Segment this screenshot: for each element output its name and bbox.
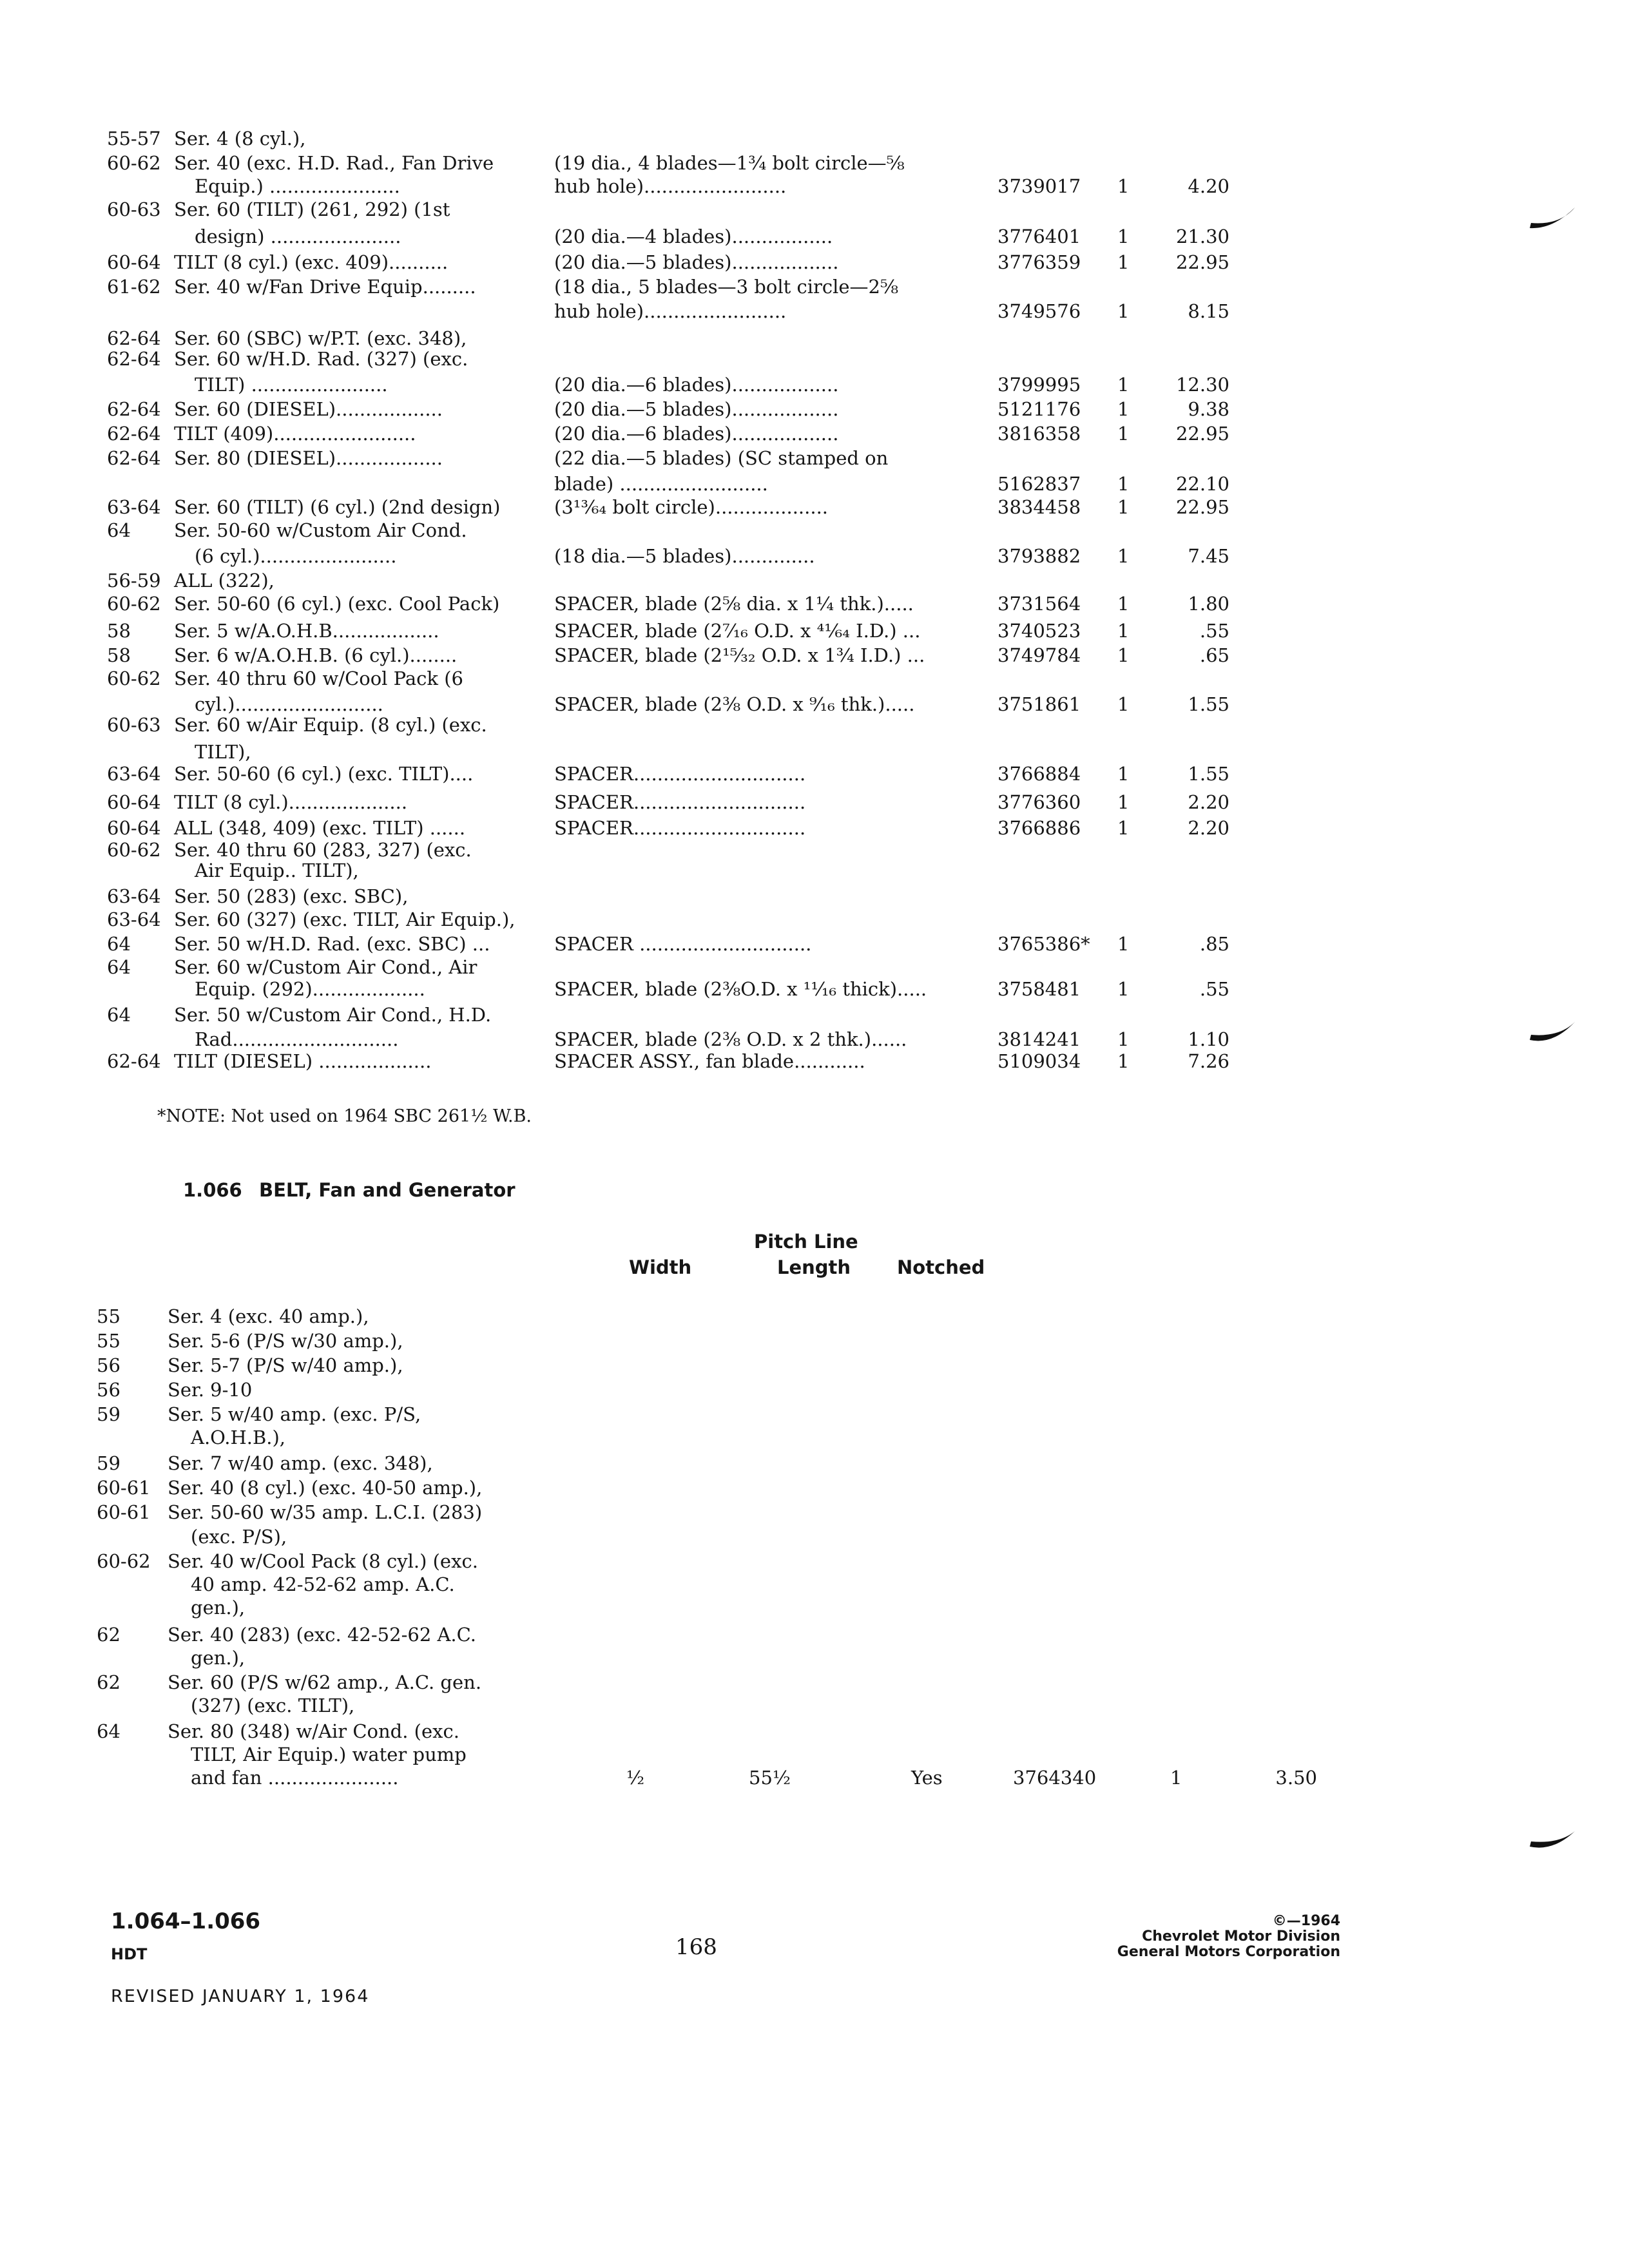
application: Ser. 60 (SBC) w/P.T. (exc. 348),	[174, 327, 467, 349]
application: cyl.).........................	[195, 693, 383, 715]
price: 8.15	[1188, 300, 1229, 322]
model-year: 56	[97, 1354, 120, 1376]
model-year: 64	[97, 1720, 120, 1742]
part-number: 3776359	[998, 251, 1081, 273]
model-year: 61-62	[107, 276, 161, 298]
price: 22.95	[1175, 251, 1229, 273]
footer-manual-code: HDT	[111, 1945, 148, 1963]
part-number: 3749576	[998, 300, 1081, 322]
model-year: 62-64	[107, 348, 161, 370]
application: Ser. 50-60 w/Custom Air Cond.	[174, 519, 467, 541]
model-year: 64	[107, 956, 131, 978]
section-title: BELT, Fan and Generator	[259, 1179, 516, 1201]
part-description: SPACER .............................	[554, 933, 812, 955]
part-description: hub hole)........................	[554, 300, 787, 322]
price: 1.80	[1188, 593, 1229, 615]
part-description: (18 dia., 5 blades—3 bolt circle—2⅝	[554, 276, 899, 298]
part-number: 5162837	[998, 473, 1081, 495]
application: and fan ......................	[191, 1767, 399, 1789]
model-year: 63-64	[107, 496, 161, 518]
belt-notched: Yes	[911, 1767, 943, 1789]
part-number: 5109034	[998, 1050, 1081, 1072]
application: Ser. 5 w/A.O.H.B..................	[174, 620, 439, 642]
application: Ser. 50 w/H.D. Rad. (exc. SBC) ...	[174, 933, 490, 955]
part-number: 3776401	[998, 226, 1081, 247]
application: 40 amp. 42-52-62 amp. A.C.	[191, 1573, 455, 1595]
price: 12.30	[1175, 374, 1229, 396]
model-year: 60-64	[107, 817, 161, 839]
price: 3.50	[1275, 1767, 1317, 1789]
model-year: 62-64	[107, 447, 161, 469]
column-header-length: Length	[777, 1256, 851, 1278]
punch-mark	[1527, 1827, 1579, 1860]
application: Ser. 50-60 (6 cyl.) (exc. Cool Pack)	[174, 593, 500, 615]
price: 1.55	[1188, 693, 1229, 715]
model-year: 63-64	[107, 763, 161, 785]
model-year: 60-61	[97, 1501, 151, 1523]
application: Ser. 60 (DIESEL)..................	[174, 398, 443, 420]
model-year: 60-62	[107, 839, 161, 861]
application: Ser. 40 thru 60 (283, 327) (exc.	[174, 839, 472, 861]
part-number: 3765386*	[998, 933, 1090, 955]
application: Ser. 4 (8 cyl.),	[174, 128, 306, 149]
quantity: 1	[1117, 473, 1130, 495]
application: Ser. 40 thru 60 w/Cool Pack (6	[174, 668, 463, 689]
footnote: *NOTE: Not used on 1964 SBC 261½ W.B.	[157, 1106, 532, 1126]
application: Ser. 5 w/40 amp. (exc. P/S,	[168, 1403, 421, 1425]
application: Ser. 5-7 (P/S w/40 amp.),	[168, 1354, 403, 1376]
application: Equip.) ......................	[195, 175, 400, 197]
footer-corporation: General Motors Corporation	[1117, 1944, 1340, 1960]
part-description: SPACER.............................	[554, 763, 806, 785]
quantity: 1	[1117, 175, 1130, 197]
quantity: 1	[1117, 374, 1130, 396]
quantity: 1	[1117, 545, 1130, 567]
model-year: 60-62	[97, 1550, 151, 1572]
part-number: 3766886	[998, 817, 1081, 839]
application: Ser. 60 (P/S w/62 amp., A.C. gen.	[168, 1671, 482, 1693]
quantity: 1	[1117, 300, 1130, 322]
price: 7.45	[1188, 545, 1229, 567]
application: design) ......................	[195, 226, 401, 247]
part-description: SPACER.............................	[554, 791, 806, 813]
model-year: 62	[97, 1624, 120, 1646]
price: 2.20	[1188, 791, 1229, 813]
application: (6 cyl.).......................	[195, 545, 397, 567]
model-year: 62-64	[107, 423, 161, 445]
part-number: 3749784	[998, 644, 1081, 666]
quantity: 1	[1117, 933, 1130, 955]
footer-division: Chevrolet Motor Division	[1142, 1928, 1340, 1945]
punch-mark	[1527, 204, 1579, 236]
part-number: 3758481	[998, 978, 1081, 1000]
part-description: SPACER, blade (2⁷⁄₁₆ O.D. x ⁴¹⁄₆₄ I.D.) ...	[554, 620, 921, 642]
application: Ser. 6 w/A.O.H.B. (6 cyl.)........	[174, 644, 458, 666]
price: 4.20	[1188, 175, 1229, 197]
part-description: (20 dia.—5 blades)..................	[554, 251, 839, 273]
part-number: 3740523	[998, 620, 1081, 642]
application: Ser. 60 (TILT) (6 cyl.) (2nd design)	[174, 496, 501, 518]
quantity: 1	[1117, 398, 1130, 420]
part-description: SPACER, blade (2¹⁵⁄₃₂ O.D. x 1¾ I.D.) ...	[554, 644, 925, 666]
model-year: 64	[107, 519, 131, 541]
punch-mark	[1527, 1018, 1579, 1050]
part-number: 3731564	[998, 593, 1081, 615]
application: gen.),	[191, 1597, 246, 1619]
model-year: 60-64	[107, 791, 161, 813]
part-description: SPACER, blade (2⅜ O.D. x 2 thk.)......	[554, 1028, 907, 1050]
model-year: 64	[107, 933, 131, 955]
model-year: 60-63	[107, 198, 161, 220]
model-year: 55	[97, 1305, 120, 1327]
quantity: 1	[1117, 791, 1130, 813]
price: 2.20	[1188, 817, 1229, 839]
part-number: 3799995	[998, 374, 1081, 396]
model-year: 63-64	[107, 885, 161, 907]
application: Ser. 60 w/Custom Air Cond., Air	[174, 956, 477, 978]
model-year: 63-64	[107, 908, 161, 930]
model-year: 60-62	[107, 152, 161, 174]
model-year: 59	[97, 1403, 120, 1425]
application: A.O.H.B.),	[191, 1427, 286, 1448]
price: 22.95	[1175, 496, 1229, 518]
part-number: 3751861	[998, 693, 1081, 715]
quantity: 1	[1117, 978, 1130, 1000]
model-year: 60-62	[107, 593, 161, 615]
quantity: 1	[1117, 620, 1130, 642]
part-description: (20 dia.—5 blades)..................	[554, 398, 839, 420]
application: TILT) .......................	[195, 374, 388, 396]
price: .55	[1199, 620, 1229, 642]
footer-page-range: 1.064–1.066	[111, 1908, 261, 1934]
application: Equip. (292)...................	[195, 978, 425, 1000]
part-number: 3834458	[998, 496, 1081, 518]
quantity: 1	[1117, 763, 1130, 785]
quantity: 1	[1117, 1050, 1130, 1072]
quantity: 1	[1117, 1028, 1130, 1050]
application: Ser. 4 (exc. 40 amp.),	[168, 1305, 369, 1327]
model-year: 62-64	[107, 398, 161, 420]
price: .85	[1199, 933, 1229, 955]
quantity: 1	[1117, 423, 1130, 445]
part-number: 5121176	[998, 398, 1081, 420]
application: Ser. 50-60 w/35 amp. L.C.I. (283)	[168, 1501, 483, 1523]
application: Ser. 7 w/40 amp. (exc. 348),	[168, 1452, 433, 1474]
model-year: 62	[97, 1671, 120, 1693]
footer-copyright: ©—1964	[1272, 1913, 1340, 1929]
footer-revised-date: REVISED JANUARY 1, 1964	[111, 1986, 370, 2006]
quantity: 1	[1117, 593, 1130, 615]
application: Air Equip.. TILT),	[195, 860, 359, 881]
part-number: 3793882	[998, 545, 1081, 567]
model-year: 62-64	[107, 1050, 161, 1072]
application: Ser. 50 w/Custom Air Cond., H.D.	[174, 1004, 492, 1026]
price: .65	[1199, 644, 1229, 666]
application: Ser. 80 (DIESEL)..................	[174, 447, 443, 469]
model-year: 62-64	[107, 327, 161, 349]
part-description: SPACER, blade (2⅜ O.D. x ⁹⁄₁₆ thk.).....	[554, 693, 915, 715]
belt-width: ½	[626, 1767, 645, 1789]
part-description: (18 dia.—5 blades)..............	[554, 545, 815, 567]
model-year: 56-59	[107, 570, 161, 591]
quantity: 1	[1117, 644, 1130, 666]
price: 22.10	[1175, 473, 1229, 495]
section-number: 1.066	[183, 1179, 242, 1201]
part-number: 3816358	[998, 423, 1081, 445]
model-year: 60-61	[97, 1477, 151, 1499]
application: Ser. 5-6 (P/S w/30 amp.),	[168, 1330, 403, 1352]
part-description: hub hole)........................	[554, 175, 787, 197]
application: ALL (348, 409) (exc. TILT) ......	[174, 817, 466, 839]
part-description: (20 dia.—4 blades).................	[554, 226, 833, 247]
application: ALL (322),	[174, 570, 275, 591]
part-number: 3764340	[1013, 1767, 1097, 1789]
price: 9.38	[1188, 398, 1229, 420]
application: Ser. 60 (TILT) (261, 292) (1st	[174, 198, 450, 220]
quantity: 1	[1117, 693, 1130, 715]
application: TILT (8 cyl.) (exc. 409)..........	[174, 251, 448, 273]
belt-length: 55½	[749, 1767, 791, 1789]
part-description: SPACER, blade (2⅝ dia. x 1¼ thk.).....	[554, 593, 914, 615]
application: Rad............................	[195, 1028, 399, 1050]
part-description: SPACER, blade (2⅜O.D. x ¹¹⁄₁₆ thick).....	[554, 978, 927, 1000]
application: Ser. 40 (8 cyl.) (exc. 40-50 amp.),	[168, 1477, 483, 1499]
model-year: 56	[97, 1379, 120, 1401]
price: 1.55	[1188, 763, 1229, 785]
price: .55	[1199, 978, 1229, 1000]
application: Ser. 50 (283) (exc. SBC),	[174, 885, 409, 907]
application: Ser. 80 (348) w/Air Cond. (exc.	[168, 1720, 459, 1742]
application: Ser. 40 w/Cool Pack (8 cyl.) (exc.	[168, 1550, 478, 1572]
part-number: 3776360	[998, 791, 1081, 813]
part-number: 3814241	[998, 1028, 1081, 1050]
part-description: (19 dia., 4 blades—1¾ bolt circle—⅝	[554, 152, 905, 174]
model-year: 60-62	[107, 668, 161, 689]
application: (exc. P/S),	[191, 1526, 287, 1548]
column-header-notched: Notched	[897, 1256, 985, 1278]
price: 21.30	[1175, 226, 1229, 247]
model-year: 60-64	[107, 251, 161, 273]
footer-page-number: 168	[675, 1934, 717, 1960]
quantity: 1	[1117, 251, 1130, 273]
quantity: 1	[1117, 496, 1130, 518]
part-description: SPACER ASSY., fan blade............	[554, 1050, 865, 1072]
application: Ser. 60 (327) (exc. TILT, Air Equip.),	[174, 908, 516, 930]
model-year: 55	[97, 1330, 120, 1352]
application: Ser. 60 w/H.D. Rad. (327) (exc.	[174, 348, 468, 370]
application: TILT (8 cyl.)....................	[174, 791, 408, 813]
model-year: 58	[107, 620, 131, 642]
model-year: 55-57	[107, 128, 161, 149]
part-description: SPACER.............................	[554, 817, 806, 839]
price: 7.26	[1188, 1050, 1229, 1072]
application: TILT (409)........................	[174, 423, 416, 445]
application: Ser. 40 (exc. H.D. Rad., Fan Drive	[174, 152, 494, 174]
application: gen.),	[191, 1647, 246, 1669]
application: Ser. 60 w/Air Equip. (8 cyl.) (exc.	[174, 714, 487, 736]
quantity: 1	[1117, 817, 1130, 839]
application: TILT),	[195, 741, 251, 763]
model-year: 58	[107, 644, 131, 666]
part-description: blade) .........................	[554, 473, 768, 495]
part-description: (20 dia.—6 blades)..................	[554, 423, 839, 445]
model-year: 60-63	[107, 714, 161, 736]
part-number: 3739017	[998, 175, 1081, 197]
quantity: 1	[1117, 226, 1130, 247]
application: (327) (exc. TILT),	[191, 1695, 355, 1716]
price: 22.95	[1175, 423, 1229, 445]
model-year: 64	[107, 1004, 131, 1026]
part-number: 3766884	[998, 763, 1081, 785]
part-description: (3¹³⁄₆₄ bolt circle)...................	[554, 496, 829, 518]
part-description: (22 dia.—5 blades) (SC stamped on	[554, 447, 889, 469]
application: Ser. 50-60 (6 cyl.) (exc. TILT)....	[174, 763, 474, 785]
application: Ser. 40 w/Fan Drive Equip.........	[174, 276, 476, 298]
application: TILT, Air Equip.) water pump	[191, 1744, 467, 1765]
application: Ser. 9-10	[168, 1379, 253, 1401]
quantity: 1	[1170, 1767, 1182, 1789]
application: TILT (DIESEL) ...................	[174, 1050, 432, 1072]
column-header-pitch-line: Pitch Line	[754, 1231, 858, 1253]
column-header-width: Width	[629, 1256, 692, 1278]
price: 1.10	[1188, 1028, 1229, 1050]
part-description: (20 dia.—6 blades)..................	[554, 374, 839, 396]
model-year: 59	[97, 1452, 120, 1474]
application: Ser. 40 (283) (exc. 42-52-62 A.C.	[168, 1624, 477, 1646]
